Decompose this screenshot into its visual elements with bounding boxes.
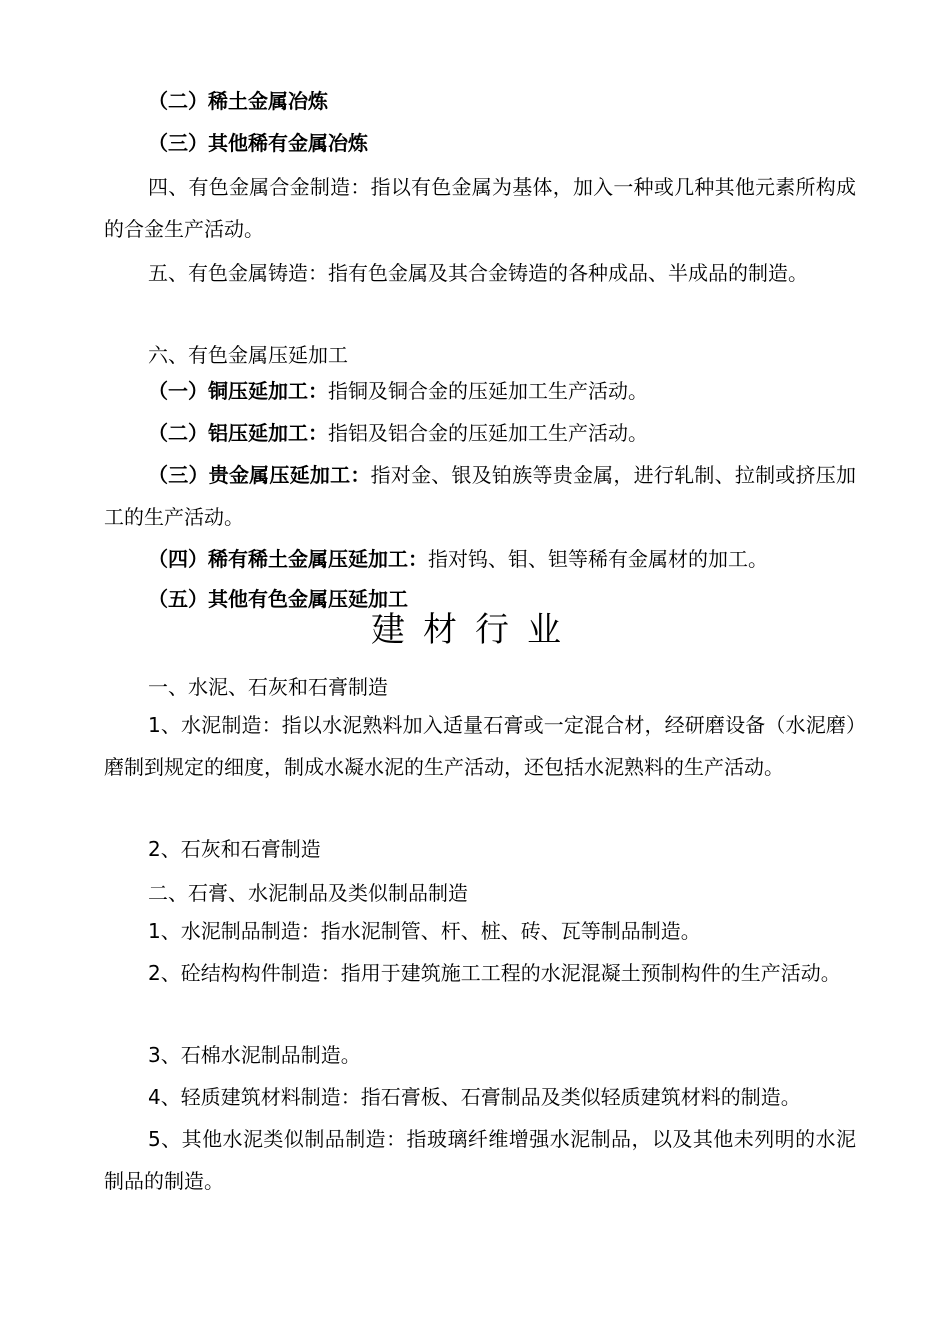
aluminum-rolling-paragraph bbox=[104, 412, 856, 454]
rare-rolling-text: 指对钨、钼、钽等稀有金属材的加工。 bbox=[428, 547, 768, 571]
other-rolling-heading: （五）其他有色金属压延加工 bbox=[148, 587, 408, 611]
lime-paragraph: 2、石灰和石膏制造 bbox=[148, 837, 321, 861]
other-cement-paragraph: 5、其他水泥类似制品制造：指玻璃纤维增强水泥制品，以及其他未列明的水泥制品的制造。 bbox=[104, 1127, 856, 1193]
page-title: 建材行业 bbox=[371, 610, 579, 650]
cement-products-paragraph: 1、水泥制品制造：指水泥制管、杆、桩、砖、瓦等制品制造。 bbox=[148, 919, 701, 943]
other-rare-smelting-heading: （三）其他稀有金属冶炼 bbox=[148, 131, 368, 155]
copper-rolling-label: （一）铜压延加工： bbox=[148, 379, 328, 403]
rare-rolling-paragraph bbox=[104, 538, 856, 580]
copper-rolling-text: 指铜及铜合金的压延加工生产活动。 bbox=[328, 379, 648, 403]
copper-rolling-paragraph bbox=[104, 370, 856, 412]
precious-rolling-paragraph bbox=[104, 454, 856, 538]
precious-rolling-text: 指对金、银及铂族等贵金属，进行轧制、拉制或挤压加工的生产活动。 bbox=[104, 463, 857, 529]
asbestos-paragraph: 3、石棉水泥制品制造。 bbox=[148, 1043, 361, 1067]
rare-earth-smelting-heading: （二）稀土金属冶炼 bbox=[148, 89, 328, 113]
aluminum-rolling-label: （二）铝压延加工： bbox=[148, 421, 328, 445]
cement-paragraph: 1、水泥制造：指以水泥熟料加入适量石膏或一定混合材，经研磨设备（水泥磨）磨制到规定的细度，制成水凝水泥的生产活动，还包括水泥熟料的生产活动。 bbox=[104, 713, 856, 779]
aluminum-rolling-text: 指铝及铝合金的压延加工生产活动。 bbox=[328, 421, 648, 445]
section2-heading: 二、石膏、水泥制品及类似制品制造 bbox=[148, 881, 468, 905]
casting-paragraph: 五、有色金属铸造：指有色金属及其合金铸造的各种成品、半成品的制造。 bbox=[148, 261, 808, 285]
lightweight-paragraph: 4、轻质建筑材料制造：指石膏板、石膏制品及类似轻质建筑材料的制造。 bbox=[148, 1085, 801, 1109]
section1-heading: 一、水泥、石灰和石膏制造 bbox=[148, 675, 388, 699]
alloy-manufacturing-paragraph: 四、有色金属合金制造：指以有色金属为基体，加入一种或几种其他元素所构成的合金生产活动。 bbox=[104, 175, 856, 241]
concrete-paragraph: 2、砼结构构件制造：指用于建筑施工工程的水泥混凝土预制构件的生产活动。 bbox=[148, 961, 841, 985]
rolling-heading: 六、有色金属压延加工 bbox=[148, 343, 348, 367]
precious-rolling-label: （三）贵金属压延加工： bbox=[148, 463, 371, 487]
rare-rolling-label: （四）稀有稀土金属压延加工： bbox=[148, 547, 428, 571]
